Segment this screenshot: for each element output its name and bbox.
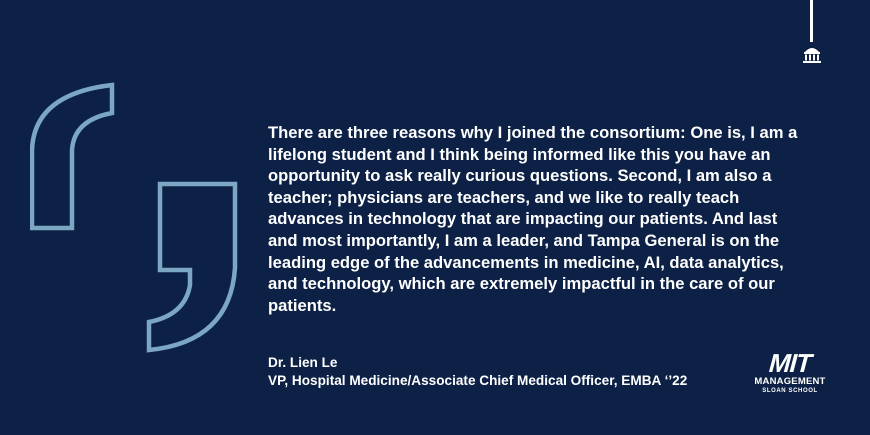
quote-text: There are three reasons why I joined the consortium: One is, I am a lifelong student and I think being informed like this you have an opportunity to ask really curious questions. Second, I am also a teacher; physicians are teachers, and we like to really teach advances in technology that are impacting our patients. And last and most importantly, I am a leader, and Tampa General is on the leading edge of the advancements in medicine, AI, data analytics, and technology, which are extremely impactful in the care of our patients. (268, 123, 798, 315)
open-quote-icon (30, 80, 245, 355)
logo-mit: MIT (768, 348, 812, 378)
mit-dome-icon (801, 44, 823, 64)
logo-management: MANAGEMENT (754, 376, 826, 387)
mit-sloan-logo (752, 350, 828, 400)
author-title: VP, Hospital Medicine/Associate Chief Medical Officer, EMBA ‘’22 (268, 373, 688, 388)
logo-sloan-school: SLOAN SCHOOL (762, 388, 818, 394)
decorative-vertical-line (810, 0, 813, 42)
author-name: Dr. Lien Le (268, 355, 338, 370)
